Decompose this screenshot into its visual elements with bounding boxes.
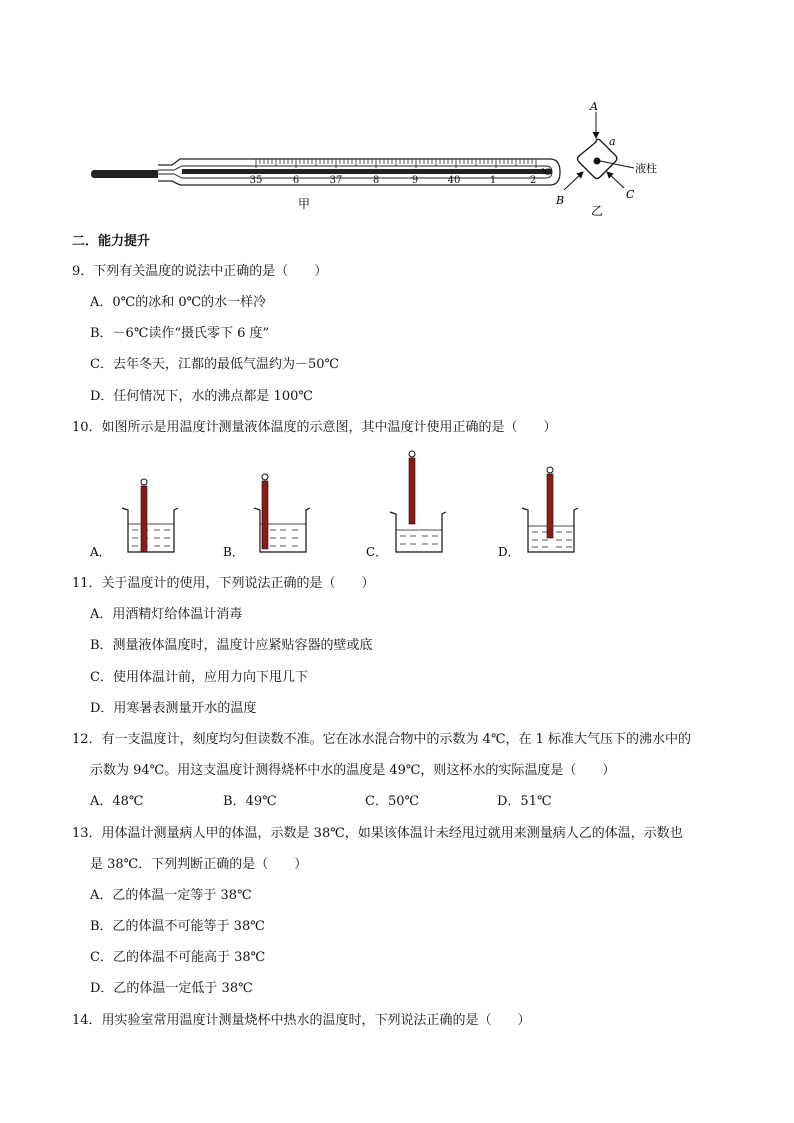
beaker-b — [254, 474, 310, 552]
q10-label-a: A． — [90, 545, 111, 559]
scale-label: 37 — [329, 175, 343, 186]
thermometer-unit: ℃ — [541, 168, 552, 178]
q10-beakers-figure — [80, 446, 580, 566]
figure-jia-caption: 甲 — [298, 197, 311, 211]
q12-option-a: A．48℃ — [90, 794, 144, 809]
q9-option-a: A．0℃的冰和 0℃的水一样冷 — [90, 295, 267, 310]
q13-stem-line1: 13．用体温计测量病人甲的体温，示数是 38℃，如果该体温计未经甩过就用来测量病人乙的体温，示数也 — [72, 826, 683, 841]
label-a: a — [609, 135, 616, 148]
q13-option-c: C．乙的体温不可能高于 38℃ — [90, 950, 266, 965]
thermometer-jia-figure — [88, 148, 568, 218]
thermometer-d — [547, 467, 553, 538]
scale-label: 2 — [529, 175, 537, 186]
beaker-a — [122, 479, 178, 552]
liquid-column-dot — [594, 158, 601, 165]
q12-stem-line2: 示数为 94℃。用这支温度计测得烧杯中水的温度是 49℃，则这杯水的实际温度是（ ） — [90, 763, 616, 778]
thermometer-bulb — [91, 170, 158, 178]
scale-label: 1 — [489, 175, 497, 186]
q11-option-c: C．使用体温计前，应用力向下甩几下 — [90, 670, 308, 685]
q9-option-b: B．－6℃读作“摄氏零下 6 度” — [90, 326, 270, 341]
q13-stem-line2: 是 38℃．下列判断正确的是（ ） — [90, 857, 308, 872]
q11-option-d: D．用寒暑表测量开水的温度 — [90, 701, 257, 716]
scale-label: 9 — [411, 175, 419, 186]
beaker-d — [522, 467, 578, 552]
scale-label: 40 — [447, 175, 461, 186]
scale-label: 6 — [292, 175, 300, 186]
q11-option-a: A．用酒精灯给体温计消毒 — [90, 607, 243, 622]
q11-option-b: B．测量液体温度时，温度计应紧贴容器的壁或底 — [90, 638, 373, 653]
thermometer-b — [262, 474, 268, 549]
q10-label-b: B． — [223, 545, 244, 559]
q12-option-b: B．49℃ — [223, 794, 277, 809]
thermometer-c — [409, 451, 415, 524]
label-B: B — [556, 194, 565, 207]
q9-stem: 9．下列有关温度的说法中正确的是（ ） — [72, 264, 328, 279]
beaker-c — [390, 451, 446, 552]
q12-option-d: D．51℃ — [497, 794, 552, 809]
q13-option-b: B．乙的体温不可能等于 38℃ — [90, 919, 265, 934]
thermometer-scale-ticks — [256, 159, 536, 168]
q12-option-c: C．50℃ — [365, 794, 420, 809]
section-title: 二．能力提升 — [72, 234, 151, 249]
figure-yi-caption: 乙 — [591, 204, 604, 218]
q10-stem: 10．如图所示是用温度计测量液体温度的示意图，其中温度计使用正确的是（ ） — [72, 420, 557, 435]
label-A: A — [590, 100, 598, 113]
scale-label: 35 — [249, 175, 263, 186]
q13-option-d: D．乙的体温一定低于 38℃ — [90, 981, 253, 996]
q9-option-d: D．任何情况下，水的沸点都是 100℃ — [90, 389, 313, 404]
label-C: C — [626, 188, 635, 201]
q14-stem: 14．用实验室常用温度计测量烧杯中热水的温度时，下列说法正确的是（ ） — [72, 1013, 531, 1028]
q13-option-a: A．乙的体温一定等于 38℃ — [90, 888, 252, 903]
thermometer-a — [141, 479, 147, 552]
q9-option-c: C．去年冬天，江都的最低气温约为－50℃ — [90, 357, 340, 372]
thermometer-yi-figure — [550, 98, 670, 220]
q12-stem-line1: 12．有一支温度计，刻度均匀但读数不准。它在冰水混合物中的示数为 4℃，在 1 标准大气压下的沸水中的 — [72, 732, 692, 747]
q10-label-d: D． — [498, 545, 520, 559]
label-liquid-column: 液柱 — [635, 162, 657, 175]
q11-stem: 11．关于温度计的使用，下列说法正确的是（ ） — [72, 576, 375, 591]
thermometer-liquid — [182, 169, 552, 174]
scale-label: 8 — [372, 175, 380, 186]
q10-label-c: C． — [366, 545, 388, 559]
